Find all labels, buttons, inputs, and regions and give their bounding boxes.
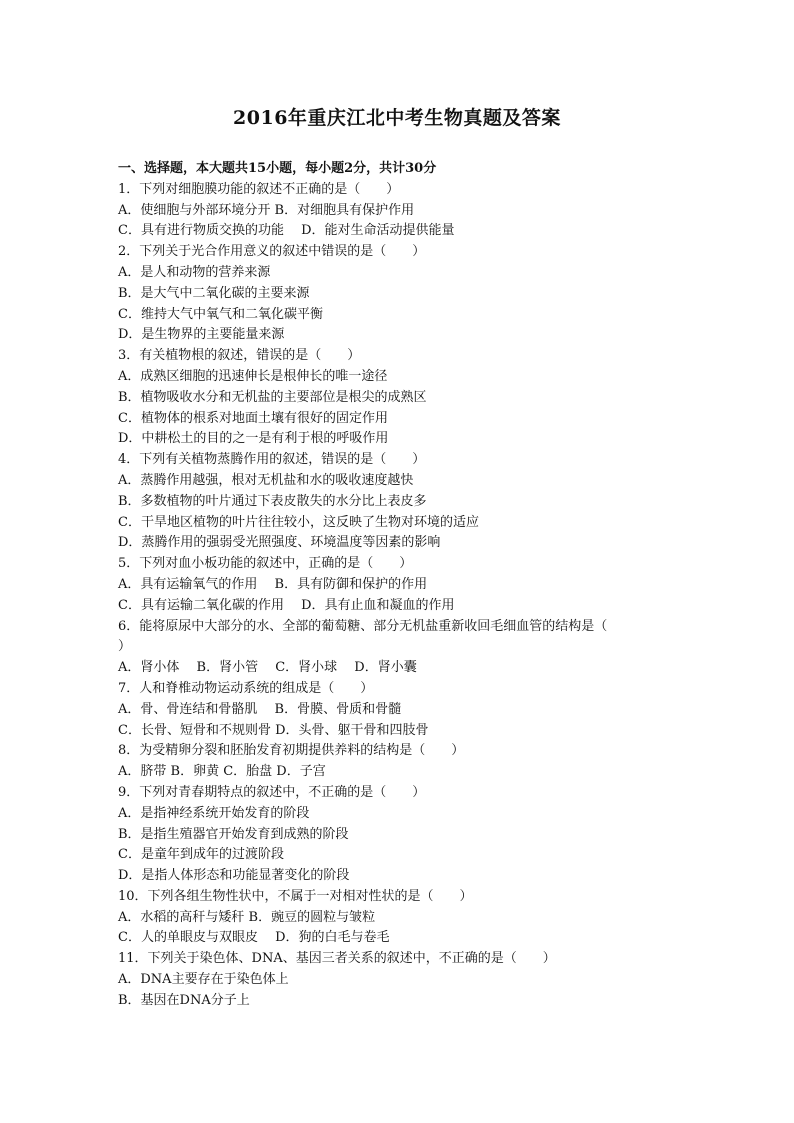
text-line: A．是人和动物的营养来源 [118, 264, 271, 280]
text-line: C．维持大气中氧气和二氧化碳平衡 [118, 306, 323, 322]
text-line: C．长骨、短骨和不规则骨 D．头骨、躯干骨和四肢骨 [118, 722, 429, 738]
text-line: 4．下列有关植物蒸腾作用的叙述，错误的是（ ） [118, 452, 426, 468]
text-line: A．水稻的高秆与矮秆 B．豌豆的圆粒与皱粒 [118, 909, 376, 925]
text-line: D．是生物界的主要能量来源 [118, 327, 285, 343]
text-line: D．中耕松土的目的之一是有利于根的呼吸作用 [118, 431, 389, 447]
text-line: 3．有关植物根的叙述，错误的是（ ） [118, 348, 361, 364]
text-line: B．基因在DNA分子上 [118, 992, 250, 1008]
text-line: A．脐带 B．卵黄 C．胎盘 D．子宫 [118, 764, 326, 780]
text-line: C．具有运输二氧化碳的作用 D．具有止血和凝血的作用 [118, 597, 455, 613]
text-line: 5．下列对血小板功能的叙述中，正确的是（ ） [118, 556, 413, 572]
text-line: A．DNA主要存在于染色体上 [118, 972, 289, 988]
text-line: 7．人和脊椎动物运动系统的组成是（ ） [118, 680, 374, 696]
text-line: B．是大气中二氧化碳的主要来源 [118, 285, 310, 301]
text-line: 2．下列关于光合作用意义的叙述中错误的是（ ） [118, 244, 426, 260]
text-line: 8．为受精卵分裂和胚胎发育初期提供养料的结构是（ ） [118, 743, 465, 759]
text-line: 11．下列关于染色体、DNA、基因三者关系的叙述中，不正确的是（ ） [118, 951, 556, 967]
text-line: D．蒸腾作用的强弱受光照强度、环境温度等因素的影响 [118, 535, 441, 551]
text-line: 10．下列各组生物性状中，不属于一对相对性状的是（ ） [118, 888, 473, 904]
text-line: ） [118, 639, 132, 655]
section-heading: 一、选择题，本大题共15小题，每小题2分，共计30分 [118, 161, 437, 176]
text-line: C．是童年到成年的过渡阶段 [118, 847, 284, 863]
document-body [118, 159, 678, 1012]
text-line: A．具有运输氧气的作用 B．具有防御和保护的作用 [118, 576, 428, 592]
text-line: 1．下列对细胞膜功能的叙述不正确的是（ ） [118, 181, 400, 197]
text-line: C．植物体的根系对地面土壤有很好的固定作用 [118, 410, 388, 426]
text-line: B．植物吸收水分和无机盐的主要部位是根尖的成熟区 [118, 389, 427, 405]
text-line: A．肾小体 B．肾小管 C．肾小球 D．肾小囊 [118, 660, 417, 676]
text-line: A．骨、骨连结和骨骼肌 B．骨膜、骨质和骨髓 [118, 701, 402, 717]
text-line: B．是指生殖器官开始发育到成熟的阶段 [118, 826, 349, 842]
text-line: B．多数植物的叶片通过下表皮散失的水分比上表皮多 [118, 493, 427, 509]
text-line: A．成熟区细胞的迅速伸长是根伸长的唯一途径 [118, 368, 388, 384]
text-line: C．干旱地区植物的叶片往往较小，这反映了生物对环境的适应 [118, 514, 479, 530]
text-line: A．蒸腾作用越强，根对无机盐和水的吸收速度越快 [118, 472, 414, 488]
text-line: D．是指人体形态和功能显著变化的阶段 [118, 868, 350, 884]
text-line: 6．能将原尿中大部分的水、全部的葡萄糖、部分无机盐重新收回毛细血管的结构是（ [118, 618, 608, 634]
text-line: 9．下列对青春期特点的叙述中，不正确的是（ ） [118, 784, 426, 800]
text-line: C．人的单眼皮与双眼皮 D．狗的白毛与卷毛 [118, 930, 390, 946]
text-line: A．使细胞与外部环境分开 B．对细胞具有保护作用 [118, 202, 415, 218]
text-line: C．具有进行物质交换的功能 D．能对生命活动提供能量 [118, 223, 455, 239]
document-title: 2016年重庆江北中考生物真题及答案 [233, 107, 561, 129]
text-line: A．是指神经系统开始发育的阶段 [118, 805, 310, 821]
